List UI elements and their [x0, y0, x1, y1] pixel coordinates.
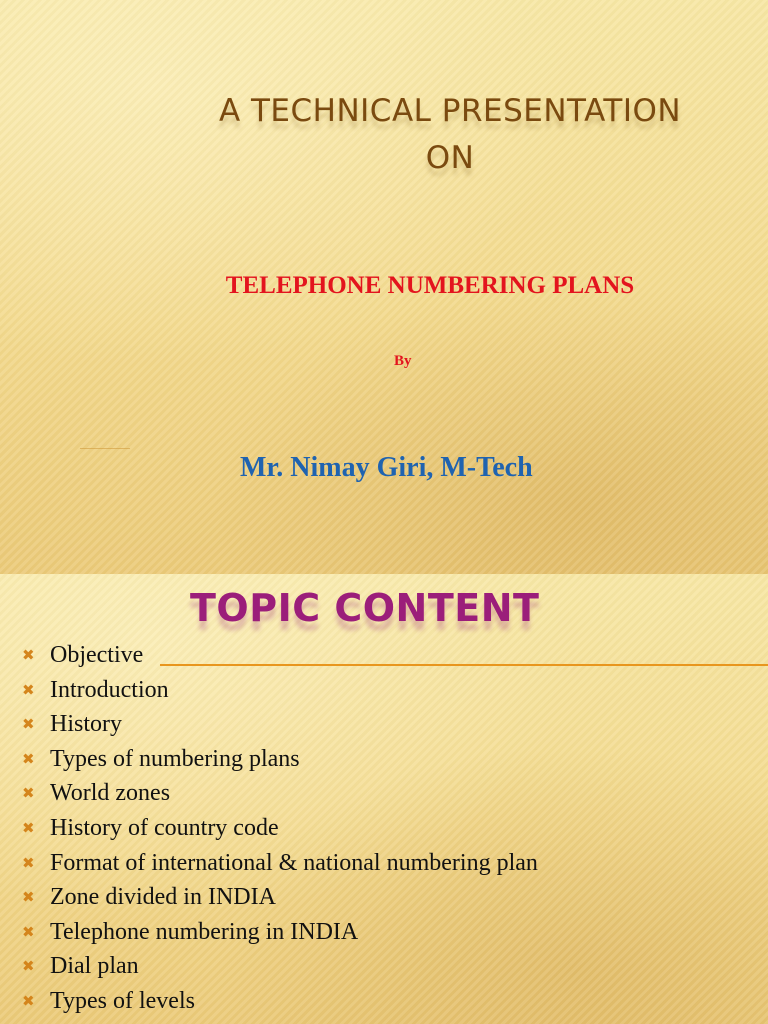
x-bullet-icon: ✖ — [22, 991, 35, 1010]
list-item-label: Introduction — [50, 676, 169, 703]
list-item-label: Dial plan — [50, 953, 139, 980]
list-item-label: Zone divided in INDIA — [50, 884, 276, 911]
presentation-subtitle: TELEPHONE NUMBERING PLANS — [225, 272, 635, 299]
list-item — [22, 638, 538, 673]
list-item-label: World zones — [50, 780, 171, 807]
topic-list — [22, 638, 538, 1019]
list-item — [22, 707, 538, 742]
list-item — [22, 846, 538, 881]
list-item-label: Types of numbering plans — [50, 745, 300, 772]
author-name: Mr. Nimay Giri, M-Tech — [240, 452, 533, 483]
list-item — [22, 776, 538, 811]
list-item — [22, 880, 538, 915]
list-item — [22, 915, 538, 950]
list-item — [22, 742, 538, 777]
x-bullet-icon: ✖ — [22, 818, 35, 837]
presentation-title-line1: A TECHNICAL PRESENTATION — [218, 93, 682, 129]
x-bullet-icon: ✖ — [22, 957, 35, 976]
x-bullet-icon: ✖ — [22, 922, 35, 941]
x-bullet-icon: ✖ — [22, 680, 35, 699]
decorative-line — [80, 448, 130, 449]
x-bullet-icon: ✖ — [22, 784, 35, 803]
list-item — [22, 811, 538, 846]
list-item-label: Types of levels — [50, 987, 195, 1014]
x-bullet-icon: ✖ — [22, 853, 35, 872]
x-bullet-icon: ✖ — [22, 888, 35, 907]
x-bullet-icon: ✖ — [22, 715, 35, 734]
topic-content-slide — [0, 574, 768, 1024]
list-item-label: History of country code — [50, 814, 279, 841]
list-item-label: Telephone numbering in INDIA — [50, 918, 359, 945]
presentation-title-line2: ON — [425, 140, 475, 176]
list-item — [22, 673, 538, 708]
list-item-label: Objective — [50, 642, 144, 668]
list-item — [22, 949, 538, 984]
x-bullet-icon: ✖ — [22, 749, 35, 768]
by-label: By — [394, 353, 412, 369]
list-item — [22, 984, 538, 1019]
topic-content-title: TOPIC CONTENT — [190, 586, 540, 630]
list-item-label: History — [50, 711, 122, 738]
x-bullet-icon: ✖ — [22, 646, 35, 664]
list-item-label: Format of international & national numbering plan — [50, 849, 538, 876]
